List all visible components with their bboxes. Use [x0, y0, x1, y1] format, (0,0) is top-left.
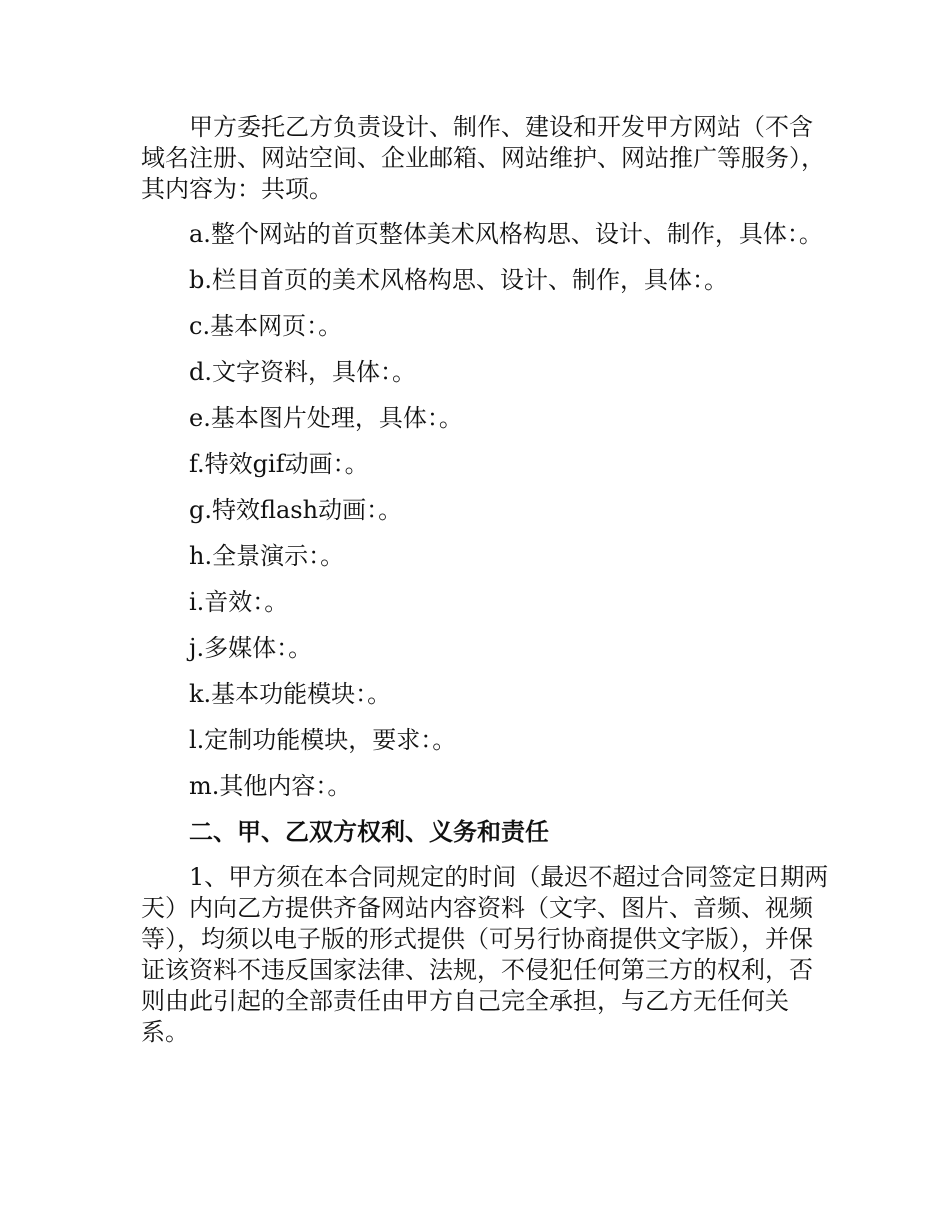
document-body [141, 112, 831, 1048]
list-item-d: d.文字资料，具体：。 [189, 358, 416, 386]
list-item-l: l.定制功能模块，要求：。 [189, 726, 457, 754]
clause-1-paragraph: 1、甲方须在本合同规定的时间（最迟不超过合同签定日期两天）内向乙方提供齐备网站内容资料（文字、图片、音频、视频等），均须以电子版的形式提供（可另行协商提供文字版），并保证该资料不违反国家法律、法规，不侵犯任何第三方的权利，否则由此引起的全部责任由甲方自己完全承担，与乙方无任何关系。 [141, 863, 829, 1046]
list-item-j: j.多媒体：。 [189, 634, 313, 662]
intro-paragraph: 甲方委托乙方负责设计、制作、建设和开发甲方网站（不含域名注册、网站空间、企业邮箱、网站维护、网站推广等服务），其内容为：共项。 [141, 113, 825, 203]
list-item-i: i.音效：。 [189, 588, 289, 616]
list-item-c: c.基本网页：。 [189, 312, 343, 340]
list-item-a: a.整个网站的首页整体美术风格构思、设计、制作，具体：。 [189, 220, 823, 248]
list-item-h: h.全景演示：。 [189, 542, 345, 570]
section-heading: 二、甲、乙双方权利、义务和责任 [189, 818, 549, 846]
list-item-b: b.栏目首页的美术风格构思、设计、制作，具体：。 [189, 266, 728, 294]
list-item-m: m.其他内容：。 [189, 772, 352, 800]
list-item-g: g.特效flash动画：。 [189, 496, 403, 524]
list-item-e: e.基本图片处理，具体：。 [189, 404, 463, 432]
list-item-k: k.基本功能模块：。 [189, 680, 392, 708]
list-item-f: f.特效gif动画：。 [189, 450, 369, 478]
